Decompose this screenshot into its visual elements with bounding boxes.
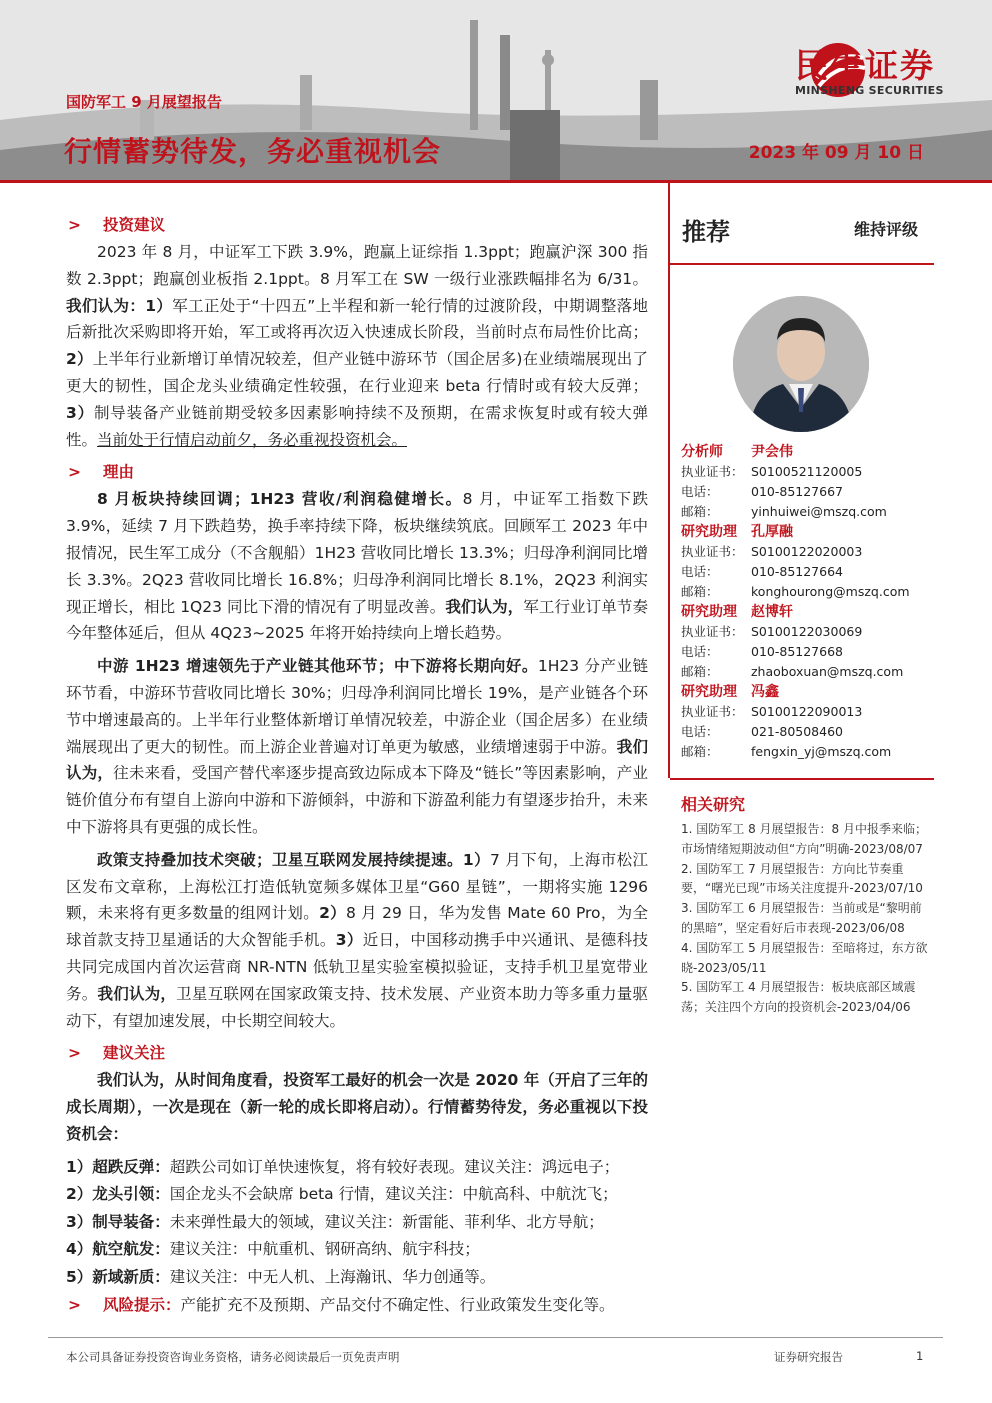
section-heading-suggestions: > 建议关注 bbox=[66, 1040, 648, 1067]
related-item[interactable]: 5. 国防军工 4 月展望报告：板块底部区域震荡；关注四个方向的投资机会-2023/04/06 bbox=[681, 980, 916, 1015]
analyst-header: 分析师 尹会伟 bbox=[681, 444, 793, 460]
page-number: 1 bbox=[916, 1349, 924, 1363]
list-item: 5）新域新质：建议关注：中无人机、上海瀚讯、华力创通等。 bbox=[66, 1268, 496, 1287]
suggestion-paragraph: 我们认为，从时间角度看，投资军工最好的机会一次是 2020 年（开启了三年的成长周期），一次是现在（新一轮的成长即将启动）。行情蓄势待发，务必重视以下投资机会： bbox=[66, 1071, 648, 1143]
analyst-phone: 电话： 010-85127664 bbox=[681, 564, 843, 579]
list-item: 1）超跌反弹：超跌公司如订单快速恢复，将有较好表现。建议关注：鸿远电子； bbox=[66, 1157, 620, 1176]
analyst-avatar bbox=[733, 296, 869, 432]
analyst-cert: 执业证书： S0100122030069 bbox=[681, 624, 863, 639]
list-item: 2）龙头引领：国企龙头不会缺席 beta 行情，建议关注：中航高科、中航沈飞； bbox=[66, 1185, 618, 1204]
analyst-header: 研究助理 冯鑫 bbox=[681, 684, 779, 700]
analyst-divider bbox=[670, 778, 934, 780]
report-topic: 国防军工 9 月展望报告 bbox=[66, 93, 222, 111]
related-item[interactable]: 3. 国防军工 6 月展望报告：当前或是“黎明前的黑暗”，坚定看好后市表现-2023/06/08 bbox=[681, 901, 922, 935]
reason-paragraph-1: 8 月板块持续回调；1H23 营收/利润稳健增长。8 月，中证军工指数下跌 3.9%，延续 7 月下跌趋势，换手率持续下降，板块继续筑底。回顾军工 2023 年中报情况，民生军工成分（不含舰船）1H23 营收同比增长 13.3%；归母净利润同比增长 3.3%。2Q23 营收同比增长 16.8%；归母净利润同比增长 8.1%，2Q23 利润实现正增长，相比 1Q23 同比下滑的情况有了明显改善。我们认为，军工行业订单节奏今年整体延后，但从 4Q23~2025 年将开始持续向上增长趋势。 bbox=[66, 490, 648, 643]
footer-report-type: 证券研究报告 bbox=[774, 1350, 843, 1364]
section-heading-reasons: > 理由 bbox=[66, 459, 648, 486]
analyst-phone: 电话： 010-85127667 bbox=[681, 484, 843, 499]
column-divider bbox=[668, 183, 670, 778]
chevron-right-icon: > bbox=[68, 216, 81, 234]
logo-text-cn: 民生证券 bbox=[795, 46, 935, 85]
analyst-phone: 电话： 021-80508460 bbox=[681, 724, 843, 739]
header-divider bbox=[0, 180, 992, 183]
chevron-right-icon: > bbox=[68, 463, 81, 482]
analyst-email[interactable]: 邮箱： zhaoboxuan@mszq.com bbox=[681, 664, 904, 679]
related-item[interactable]: 4. 国防军工 5 月展望报告：至暗将过，东方欲晓-2023/05/11 bbox=[681, 940, 928, 975]
analyst-header: 研究助理 赵博轩 bbox=[681, 604, 793, 620]
related-research-list bbox=[681, 820, 931, 1018]
analyst-email[interactable]: 邮箱： fengxin_yj@mszq.com bbox=[681, 744, 892, 759]
analyst-cert: 执业证书： S0100122090013 bbox=[681, 704, 863, 719]
reason-paragraph-3: 政策支持叠加技术突破；卫星互联网发展持续提速。1）7 月下旬，上海市松江区发布文章称，上海松江打造低轨宽频多媒体卫星“G60 星链”，一期将实施 1296 颗，未来将有更多数量的组网计划。2）8 月 29 日，华为发售 Mate 60 Pro，为全球首款支持卫星通话的大众智能手机。3）近日，中国移动携手中兴通讯、是德科技共同完成国内首次运营商 NR-NTN 低轨卫星实验室模拟验证，支持手机卫星宽带业务。我们认为，卫星互联网在国家政策支持、技术发展、产业资本助力等多重力量驱动下，有望加速发展，中长期空间较大。 bbox=[66, 850, 648, 1030]
section-heading-investment: > 投资建议 bbox=[66, 212, 648, 239]
analyst-cert: 执业证书： S0100122020003 bbox=[681, 544, 863, 559]
analyst-cert: 执业证书： S0100521120005 bbox=[681, 464, 863, 479]
related-research-title: 相关研究 bbox=[681, 795, 746, 814]
chevron-right-icon: > bbox=[68, 1295, 81, 1314]
list-item: 4）航空航发：建议关注：中航重机、钢研高纳、航宇科技； bbox=[66, 1240, 480, 1259]
analyst-email[interactable]: 邮箱： yinhuiwei@mszq.com bbox=[681, 504, 887, 519]
reason-paragraph-2: 中游 1H23 增速领先于产业链其他环节；中下游将长期向好。1H23 分产业链环节看，中游环节营收同比增长 30%；归母净利润同比增长 19%，是产业链各个环节中增速最高的。上半年行业整体新增订单情况较差，中游企业（国企居多）在业绩端展现出了更大的韧性。而上游企业普遍对订单更为敏感，业绩增速弱于中游。我们认为，往未来看，受国产替代率逐步提高致边际成本下降及“链长”等因素影响，产业链价值分布有望自上游向中游和下游倾斜，中游和下游盈利能力有望逐步抬升，未来中下游将具有更强的成长性。 bbox=[66, 657, 649, 836]
analyst-list bbox=[681, 442, 934, 762]
related-item[interactable]: 2. 国防军工 7 月展望报告：方向比节奏重要，“曙光已现”市场关注度提升-2023/07/10 bbox=[681, 861, 923, 896]
suggestion-list bbox=[66, 1154, 648, 1320]
report-date: 2023 年 09 月 10 日 bbox=[748, 143, 924, 163]
logo-text-en: MINSHENG SECURITIES bbox=[795, 84, 944, 97]
footer-disclaimer: 本公司具备证券投资咨询业务资格，请务必阅读最后一页免责声明 bbox=[66, 1350, 400, 1364]
rating-divider bbox=[670, 263, 934, 265]
analyst-email[interactable]: 邮箱： konghourong@mszq.com bbox=[681, 584, 910, 599]
chevron-right-icon: > bbox=[68, 1044, 81, 1063]
list-item: 3）制导装备：未来弹性最大的领域，建议关注：新雷能、菲利华、北方导航； bbox=[66, 1212, 604, 1231]
investment-paragraph: 2023 年 8 月，中证军工下跌 3.9%，跑赢上证综指 1.3ppt；跑赢沪深 300 指数 2.3ppt；跑赢创业板指 2.1ppt。8 月军工在 SW 一级行业涨跌幅排名为 6/31。我们认为：1）军工正处于“十四五”上半程和新一轮行情的过渡阶段，中期调整落地后新批次采购即将开始，军工或将再次迈入快速成长阶段，当前时点布局性价比高；2）上半年行业新增订单情况较差，但产业链中游环节（国企居多)在业绩端展现出了更大的韧性，国企龙头业绩确定性较强，在行业迎来 beta 行情时或有较大反弹；3）制导装备产业链前期受较多因素影响持续不及预期，在需求恢复时或有较大弹性。当前处于行情启动前夕，务必重视投资机会。 bbox=[66, 243, 648, 449]
analyst-header: 研究助理 孔厚融 bbox=[681, 524, 793, 540]
main-content bbox=[66, 212, 648, 1319]
analyst-portrait-icon bbox=[733, 296, 869, 432]
risk-warning: > 风险提示：产能扩充不及预期、产品交付不确定性、行业政策发生变化等。 bbox=[66, 1292, 648, 1320]
related-item[interactable]: 1. 国防军工 8 月展望报告：8 月中报季来临；市场情绪短期波动但“方向”明确-2023/08/07 bbox=[681, 822, 927, 856]
analyst-phone: 电话： 010-85127668 bbox=[681, 644, 843, 659]
rating-label: 推荐 bbox=[682, 218, 730, 246]
rating-note: 维持评级 bbox=[854, 220, 919, 239]
report-headline: 行情蓄势待发，务必重视机会 bbox=[64, 135, 442, 168]
footer-divider bbox=[48, 1337, 943, 1338]
